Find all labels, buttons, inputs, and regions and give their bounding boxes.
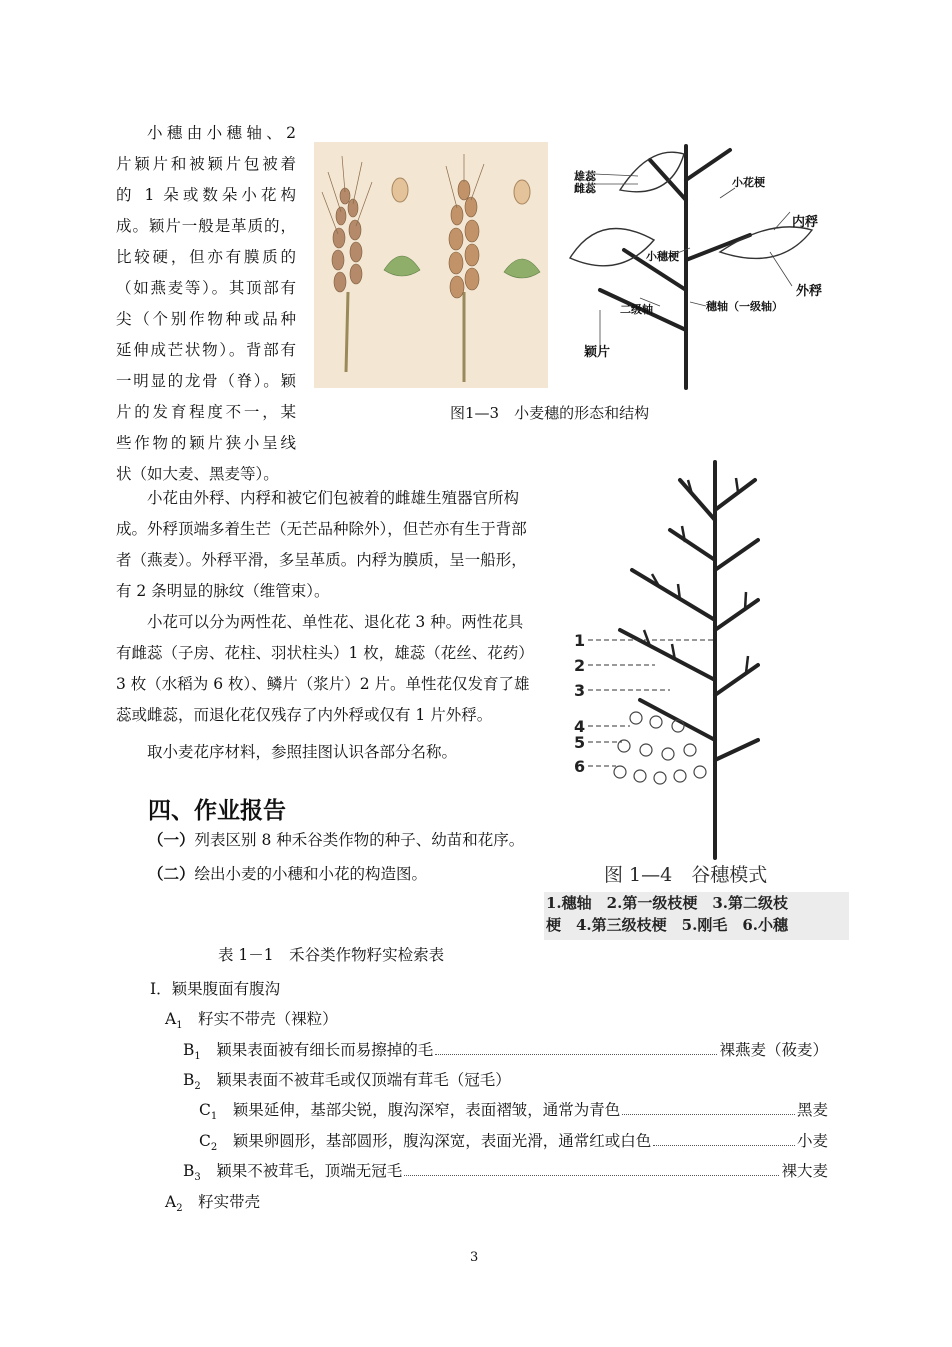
item-text: 绘出小麦的小穗和小花的构造图。 — [194, 865, 428, 883]
callout-3: 3 — [574, 681, 586, 700]
key-entry-B2: $B_2$ 颖果表面不被茸毛或仅顶端有茸毛（冠毛） — [183, 1071, 511, 1093]
key-text: 颖果延伸，基部尖锐，腹沟深窄，表面褶皱，通常为青色 — [232, 1101, 621, 1119]
figure-1-4-caption: 图 1—4 谷穗模式 — [604, 864, 768, 886]
floret-paragraph: 小花由外稃、内稃和被它们包被着的雌雄生殖器官所构成。外稃顶端多着生芒（无芒品种除外），但芒亦有生于背部者（燕麦）。外稃平滑，多呈革质。内稃为膜质，呈一船形，有 2 条明显的脉纹（维管束）。 — [116, 489, 527, 600]
key-text: 颖果表面被有细长而易擦掉的毛 — [216, 1041, 434, 1059]
intro-line: （如燕麦等）。其顶部有 — [116, 279, 296, 297]
key-entry-B3: $B_3$ 颖果不被茸毛，顶端无冠毛 裸大麦 — [183, 1159, 828, 1183]
callout-5: 5 — [574, 733, 586, 752]
intro-line: 小穗由小穗轴、2 — [147, 124, 296, 142]
callout-6: 6 — [574, 757, 586, 776]
intro-line: 些作物的颖片狭小呈线 — [116, 434, 296, 452]
legend-line: 梗 4.第三级枝梗 5.刚毛 6.小穗 — [546, 916, 788, 934]
label-palea: 内稃 — [792, 215, 819, 230]
key-entry-B1: $B_1$ 颖果表面被有细长而易擦掉的毛 裸燕麦（莜麦） — [183, 1038, 828, 1062]
flower-types-paragraph: 小花可以分为两性花、单性花、退化花 3 种。两性花具有雌蕊（子房、花柱、羽状柱头）1 枚，雄蕊（花丝、花药）3 枚（水稻为 6 枚）、鳞片（浆片）2 片。单性花仅发育了雄蕊或雌蕊，而退化花仅残存了内外稃或仅有 1 片外稃。 — [116, 613, 534, 724]
section-heading: 四、作业报告 — [148, 798, 286, 824]
label-stamen: 雄蕊 — [574, 170, 596, 183]
wheat-spike-illustration — [314, 142, 548, 388]
key-entry-A1: $A_1$ 籽实不带壳（裸粒） — [165, 1010, 338, 1032]
intro-line: 一明显的龙骨（脊）。颖 — [116, 372, 296, 390]
key-entry-C1: $C_1$ 颖果延伸，基部尖锐，腹沟深窄，表面褶皱，通常为青色 黑麦 — [199, 1098, 828, 1122]
intro-line: 成。颖片一般是革质的， — [116, 217, 296, 235]
label-rachis: 穗轴（一级轴） — [706, 300, 783, 313]
key-entry-I: I．颖果腹面有腹沟 — [150, 980, 281, 998]
wheat-spike-structure-diagram — [560, 140, 830, 390]
label-secondary-axis: 二级轴 — [620, 303, 653, 316]
intro-line: 片的发育程度不一，某 — [116, 403, 296, 421]
key-text: 籽实不带壳（裸粒） — [198, 1010, 338, 1028]
key-result: 裸燕麦（莜麦） — [719, 1041, 828, 1059]
callout-1: 1 — [574, 631, 586, 650]
panicle-model-diagram — [560, 460, 760, 860]
page-number: 3 — [470, 1250, 479, 1265]
label-glume: 颖片 — [584, 345, 611, 360]
key-text: 颖果卵圆形，基部圆形，腹沟深宽，表面光滑，通常红或白色 — [232, 1132, 652, 1150]
intro-paragraph — [116, 118, 296, 490]
item-marker: （二） — [148, 865, 195, 883]
intro-line: 片颖片和被颖片包被着 — [116, 155, 296, 173]
callout-2: 2 — [574, 656, 586, 675]
key-result: 小麦 — [796, 1132, 828, 1150]
label-pistil: 雌蕊 — [574, 182, 596, 195]
intro-line: 比较硬，但亦有膜质的 — [116, 248, 296, 266]
label-lemma: 外稃 — [796, 284, 823, 299]
key-result: 裸大麦 — [781, 1162, 828, 1180]
item-marker: （一） — [148, 831, 195, 849]
legend-line: 1.穗轴 2.第一级枝梗 3.第二级枝 — [546, 894, 788, 912]
assignment-item — [148, 828, 524, 850]
key-entry-A2: $A_2$ 籽实带壳 — [165, 1193, 261, 1215]
label-rachilla: 小穗梗 — [646, 250, 679, 263]
figure-1-3-caption: 图1—3 小麦穗的形态和结构 — [450, 404, 650, 422]
key-entry-C2: $C_2$ 颖果卵圆形，基部圆形，腹沟深宽，表面光滑，通常红或白色 小麦 — [199, 1129, 828, 1153]
label-floret-stalk: 小花梗 — [732, 176, 765, 189]
intro-line: 状（如大麦、黑麦等）。 — [116, 465, 279, 483]
intro-line: 延伸成芒状物）。背部有 — [116, 341, 296, 359]
key-text: 颖果表面不被茸毛或仅顶端有茸毛（冠毛） — [216, 1071, 511, 1089]
item-text: 列表区别 8 种禾谷类作物的种子、幼苗和花序。 — [194, 831, 525, 849]
figure-1-4-legend — [544, 892, 849, 940]
task-paragraph: 取小麦花序材料，参照挂图认识各部分名称。 — [147, 743, 458, 761]
body-paragraphs — [116, 483, 534, 768]
key-text: 颖果不被茸毛，顶端无冠毛 — [216, 1162, 403, 1180]
assignment-item — [148, 862, 427, 884]
intro-line: 的 1 朵或数朵小花构 — [116, 186, 296, 204]
key-result: 黑麦 — [796, 1101, 828, 1119]
callout-4: 4 — [574, 717, 586, 736]
key-text: 籽实带壳 — [198, 1193, 261, 1211]
table-title: 表 1－1 禾谷类作物籽实检索表 — [218, 946, 445, 964]
intro-line: 尖（个别作物种或品种 — [116, 310, 296, 328]
